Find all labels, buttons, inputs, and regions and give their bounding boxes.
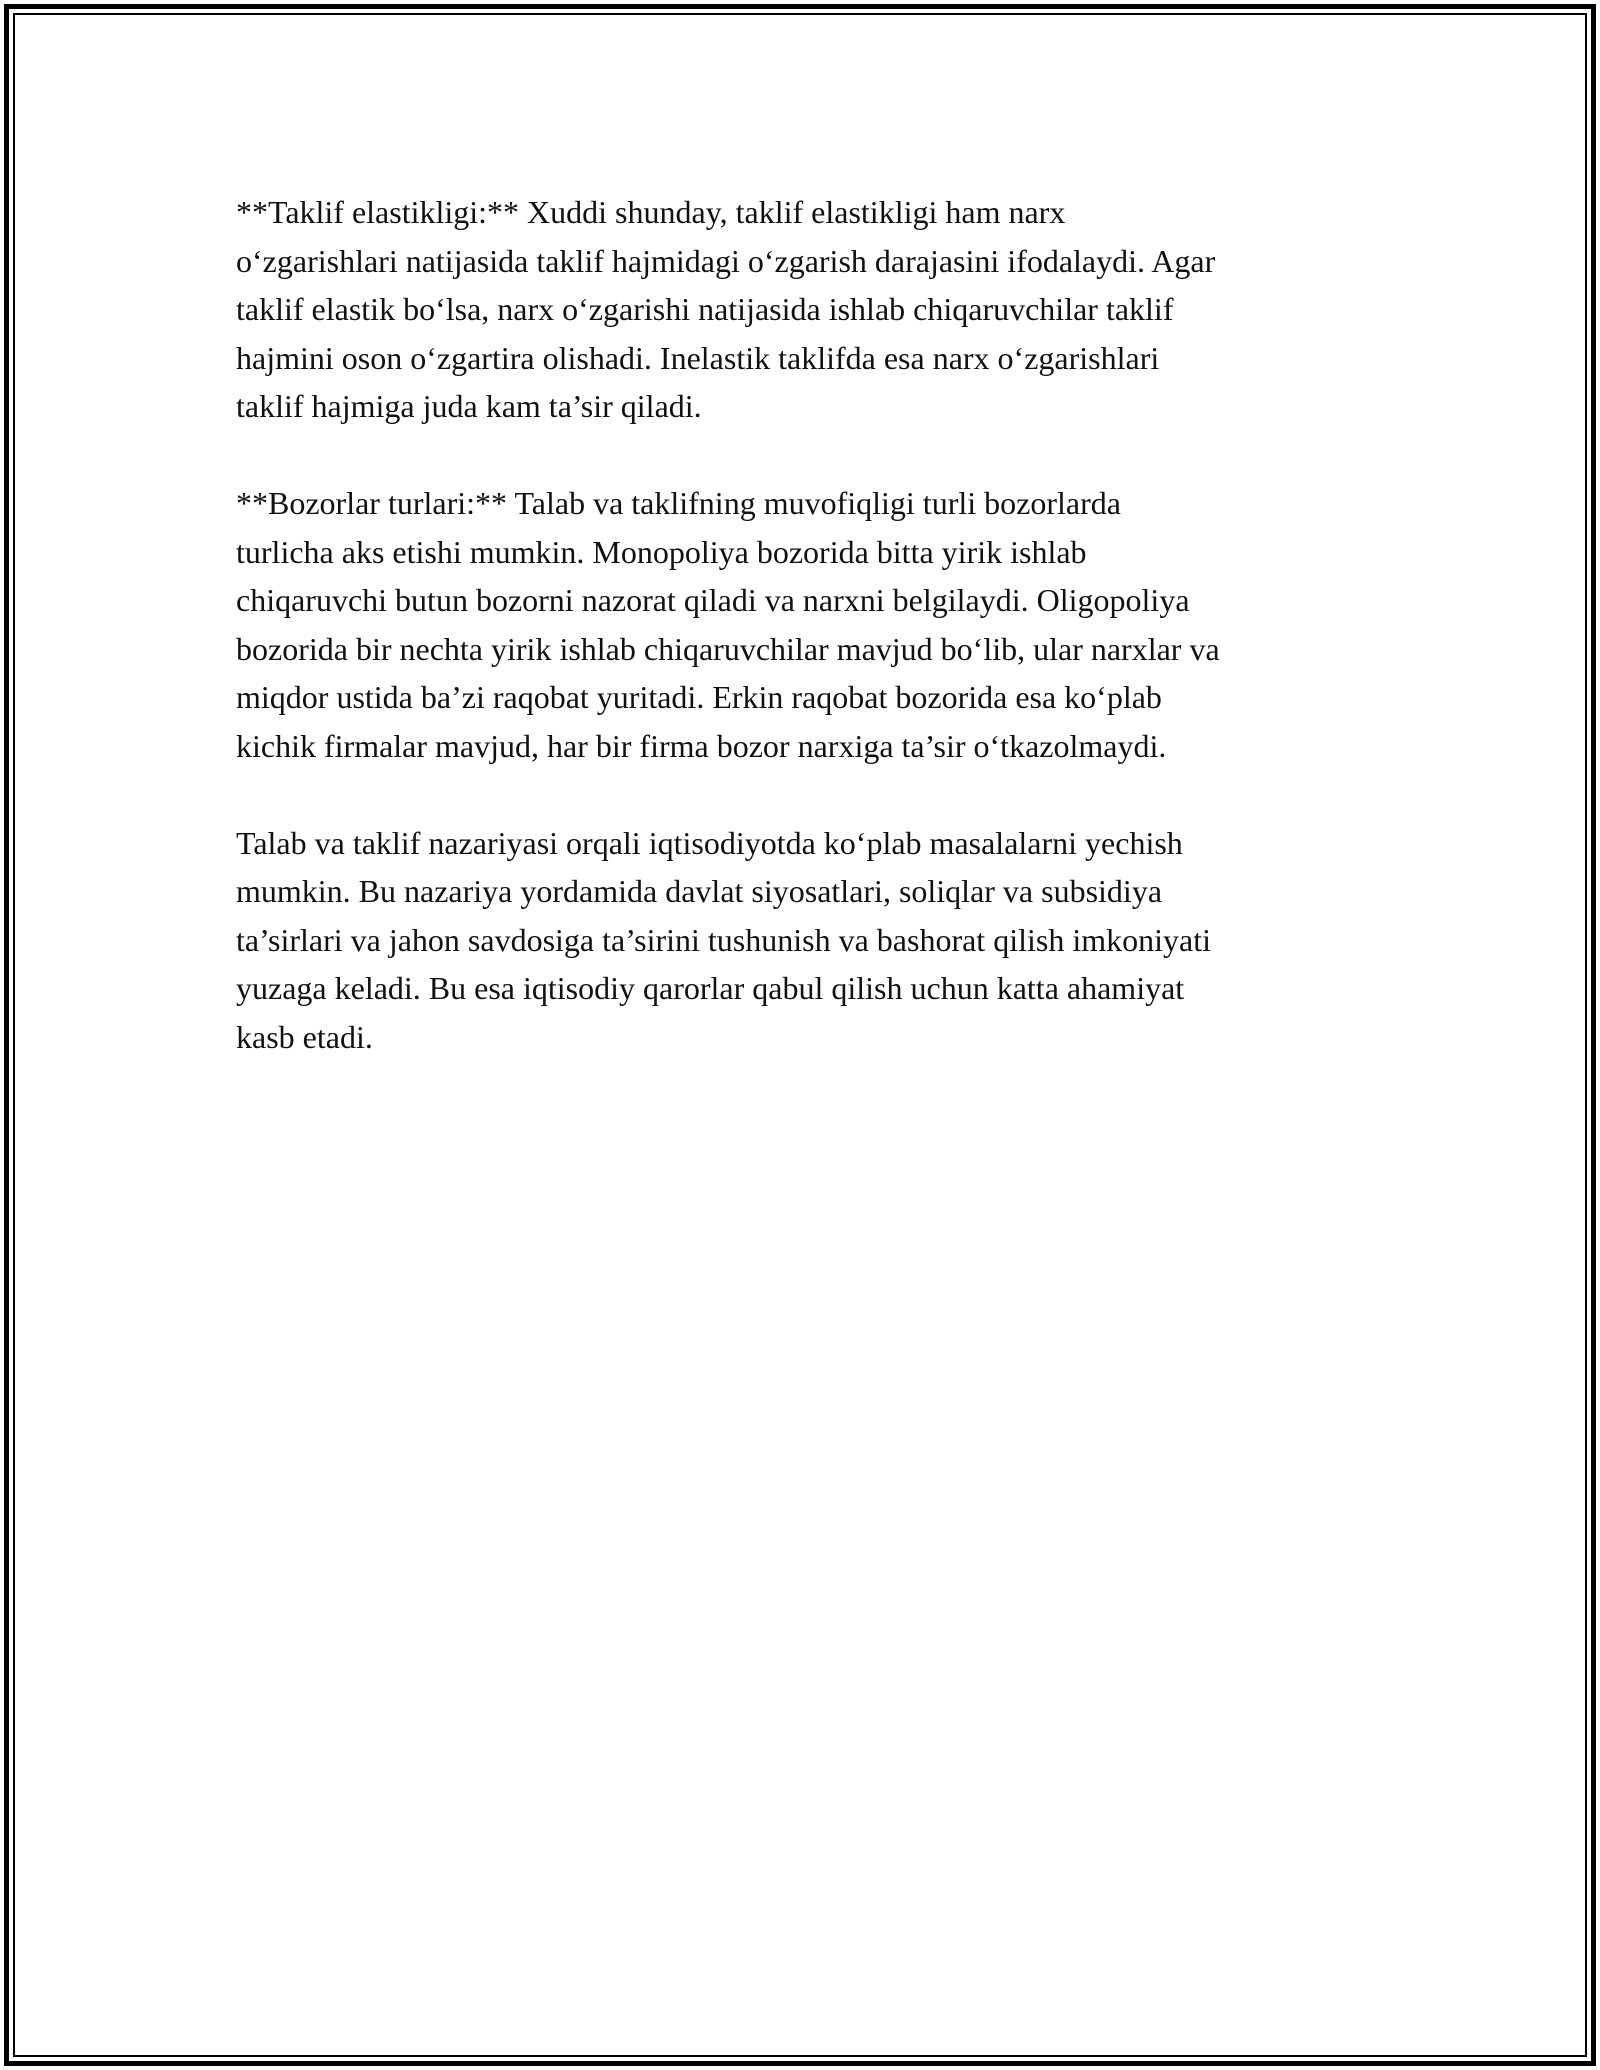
text-line: Talab va taklif nazariyasi orqali iqtisodiyotda ko‘plab masalalarni yechish — [236, 824, 1183, 861]
text-line: mumkin. Bu nazariya yordamida davlat siyosatlari, soliqlar va subsidiya — [236, 873, 1163, 909]
paragraph-conclusion — [236, 819, 1366, 1062]
text-line: hajmini oson o‘zgartira olishadi. Inelastik taklifda esa narx o‘zgarishlari — [236, 339, 1160, 376]
text-line: ta’sirlari va jahon savdosiga ta’sirini tushunish va bashorat qilish imkoniyati — [236, 921, 1211, 958]
text-line: yuzaga keladi. Bu esa iqtisodiy qarorlar qabul qilish uchun katta ahamiyat — [236, 970, 1185, 1006]
text-line: turlicha aks etishi mumkin. Monopoliya bozorida bitta yirik ishlab — [236, 533, 1087, 570]
paragraph-supply-elasticity — [236, 188, 1366, 431]
text-line: chiqaruvchi butun bozorni nazorat qiladi va narxni belgilaydi. Oligopoliya — [236, 582, 1190, 618]
text-line: taklif hajmiga juda kam ta’sir qiladi. — [236, 388, 702, 424]
paragraph-market-types — [236, 479, 1366, 770]
text-line: miqdor ustida ba’zi raqobat yuritadi. Erkin raqobat bozorida esa ko‘plab — [236, 679, 1162, 715]
text-line: o‘zgarishlari natijasida taklif hajmidagi o‘zgarish darajasini ifodalaydi. Agar — [236, 242, 1216, 279]
text-line: bozorida bir nechta yirik ishlab chiqaruvchilar mavjud bo‘lib, ular narxlar va — [236, 630, 1220, 667]
text-line: kasb etadi. — [236, 1018, 373, 1055]
text-line: taklif elastik bo‘lsa, narx o‘zgarishi natijasida ishlab chiqaruvchilar taklif — [236, 291, 1174, 327]
text-line: kichik firmalar mavjud, har bir firma bozor narxiga ta’sir o‘tkazolmaydi. — [236, 727, 1167, 764]
document-body — [236, 188, 1366, 1110]
text-line: **Taklif elastikligi:** Xuddi shunday, taklif elastikligi ham narx — [236, 194, 1066, 230]
text-line: **Bozorlar turlari:** Talab va taklifning muvofiqligi turli bozorlarda — [236, 485, 1121, 521]
